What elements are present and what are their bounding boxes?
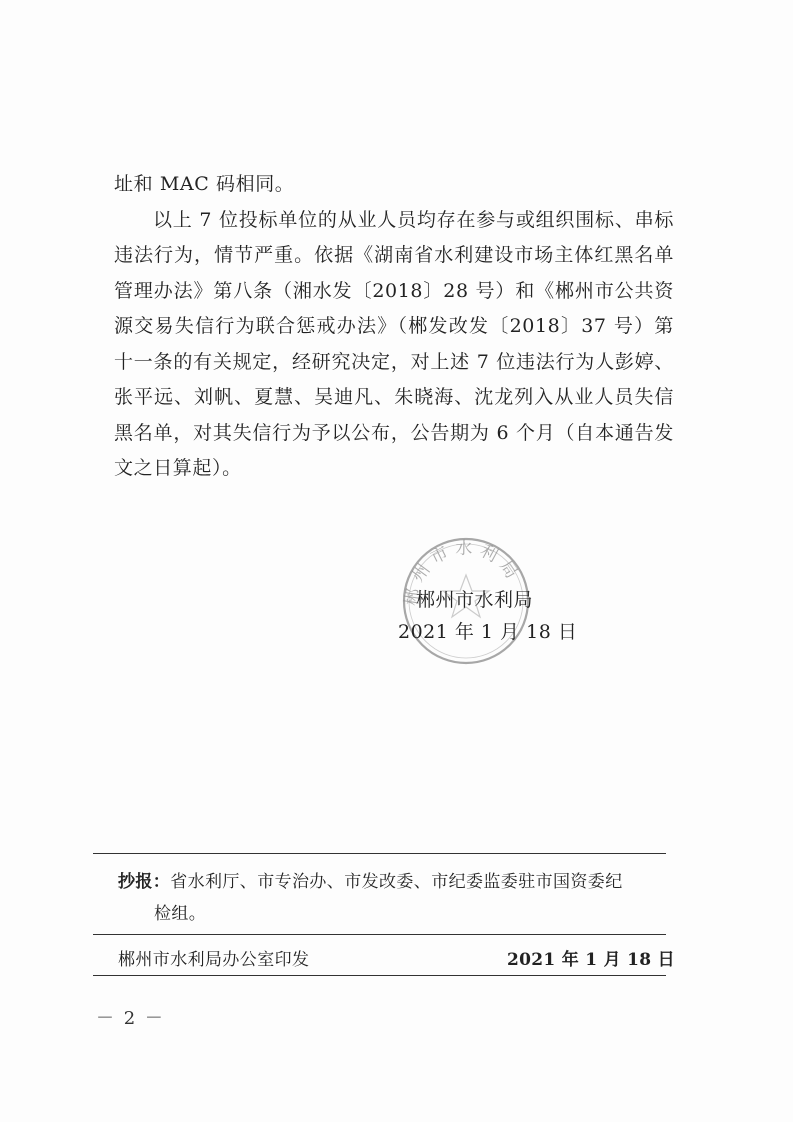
svg-text:郴州市水利局: 郴州市水利局 (402, 538, 525, 608)
signature-block (398, 584, 578, 648)
body-line-continuation: 址和 MAC 码相同。 (114, 173, 295, 195)
cc-label: 抄报： (118, 872, 171, 892)
body-paragraph: 以上 7 位投标单位的从业人员均存在参与或组织围标、串标违法行为，情节严重。依据《湖南省水利建设市场主体红黑名单管理办法》第八条（湘水发〔2018〕28 号）和《郴州市公共资源交易失信行为联合惩戒办法》（郴发改发〔2018〕37 号）第十一条的有关规定，经研究决定，对上述 7 位违法行为人彭婷、张平远、刘帆、夏慧、吴迪凡、朱晓海、沈龙列入从业人员失信黑名单，对其失信行为予以公布，公告期为 6 个月（自本通告发文之日算起）。 (114, 208, 674, 479)
cc-block (118, 866, 668, 930)
issue-date: 2021 年 1 月 18 日 (507, 950, 675, 970)
footer-top-rule (93, 853, 666, 854)
footer-bottom-rule (93, 975, 666, 976)
page-number: － 2 － (96, 1008, 165, 1029)
notice-body (114, 167, 674, 487)
cc-recipients-line1: 省水利厅、市专治办、市发改委、市纪委监委驻市国资委纪 (170, 872, 623, 892)
cc-recipients-line2: 检组。 (154, 904, 207, 924)
signature-organization: 郴州市水利局 (416, 589, 534, 611)
issuer-office: 郴州市水利局办公室印发 (118, 950, 310, 970)
footer-middle-rule (93, 934, 666, 935)
signature-date: 2021 年 1 月 18 日 (398, 621, 578, 643)
